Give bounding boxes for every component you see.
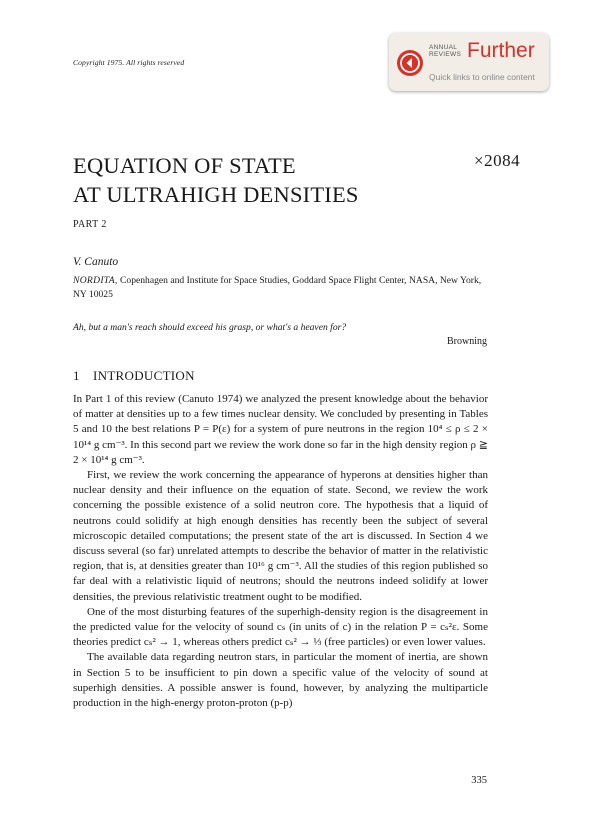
further-tagline: Quick links to online content xyxy=(429,72,535,82)
body-text xyxy=(73,392,488,711)
annual-reviews-wordmark xyxy=(429,44,461,58)
annual-reviews-logo-icon xyxy=(397,50,423,76)
article-title xyxy=(73,151,359,209)
part-label: PART 2 xyxy=(73,219,107,230)
paragraph: The available data regarding neutron stars, in particular the moment of inertia, are shown in Section 5 to be insufficient to pin down a specific value of the velocity of sound at superhigh densities. A possible answer is found, however, by analyzing the multiparticle production in the high-energy proton-proton (p-p) xyxy=(73,651,488,710)
paragraph: First, we review the work concerning the appearance of hyperons at densities higher than nuclear density and their influence on the equation of state. Second, we review the work concerning the possible existence of a solid neutron core. The hypothesis that a liquid of neutrons could solidify at high enough densities has recently been the subject of several microscopic detailed computations; the present state of the art is discussed. In Section 4 we discuss several (so far) unrelated attempts to describe the behavior of matter in the relativistic region, that is, at densities greater than 10¹⁶ g cm⁻³. All the studies of this region published so far deal with a relativistic liquid of neutrons; should the neutrons indeed solidify at lower densities, the previous relativistic treatment ought to be modified. xyxy=(73,469,488,603)
affiliation-rest: Copenhagen and Institute for Space Studies, Goddard Space Flight Center, NASA, New York, NY 10025 xyxy=(73,275,482,300)
brand-line-2: REVIEWS xyxy=(429,51,462,58)
title-line-2: AT ULTRAHIGH DENSITIES xyxy=(73,182,359,207)
section-number: 1 xyxy=(73,368,80,383)
section-heading xyxy=(73,368,195,384)
further-word: Further xyxy=(467,39,535,62)
paragraph: In Part 1 of this review (Canuto 1974) we analyzed the present knowledge about the behavior of matter at densities up to a few times nuclear density. We concluded by presenting in Tables 5 and 10 the best relations P = P(ε) for a system of pure neutrons in the region 10⁴ ≤ ρ ≤ 2 × 10¹⁴ g cm⁻³. In this second part we review the work done so far in the high density region ρ ≧ 2 × 10¹⁴ g cm⁻³. xyxy=(73,393,488,466)
epigraph: Ah, but a man's reach should exceed his grasp, or what's a heaven for? xyxy=(73,322,347,333)
epigraph-attribution: Browning xyxy=(447,336,487,347)
brand-line-1: ANNUAL xyxy=(429,44,458,51)
author-affiliation xyxy=(73,274,493,302)
further-links-badge[interactable] xyxy=(389,33,549,91)
paragraph: One of the most disturbing features of the superhigh-density region is the disagreement in the predicted value for the velocity of sound cₛ (in units of c) in the relation P = cₛ²ε. Some theories predict cₛ² → 1, whereas others predict cₛ² → ⅓ (free particles) or even lower values. xyxy=(73,605,488,649)
copyright-notice: Copyright 1975. All rights reserved xyxy=(73,58,185,67)
reference-number: ×2084 xyxy=(474,151,521,170)
affiliation-org: NORDITA, xyxy=(73,275,118,286)
author-name: V. Canuto xyxy=(73,256,119,268)
section-title: INTRODUCTION xyxy=(93,368,195,383)
title-line-1: EQUATION OF STATE xyxy=(73,153,296,178)
page-number: 335 xyxy=(471,775,487,786)
